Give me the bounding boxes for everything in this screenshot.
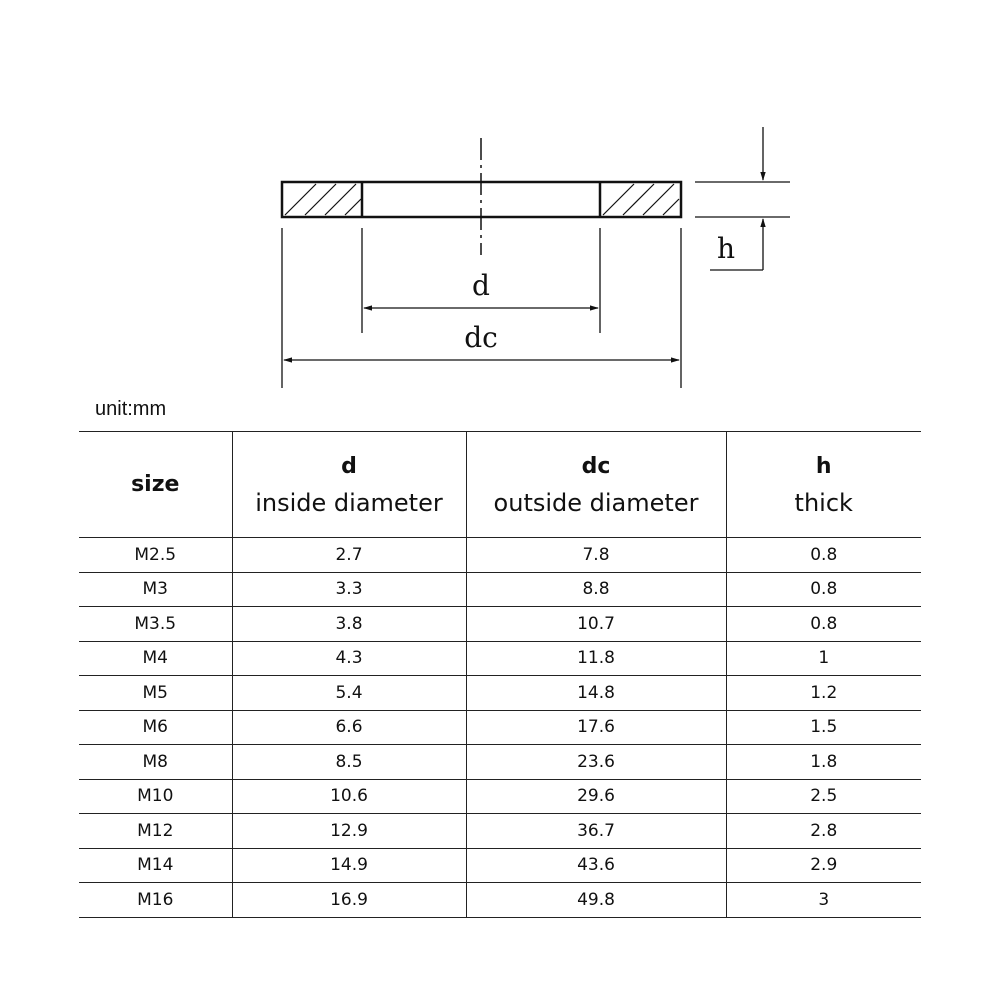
table-row [79,814,921,849]
cell-h: 0.8 [726,572,921,607]
cell-dc: 49.8 [466,883,726,918]
cell-h: 2.8 [726,814,921,849]
cell-d: 10.6 [232,779,466,814]
cell-size: M2.5 [79,538,232,573]
cell-dc: 8.8 [466,572,726,607]
dc-label: dc [464,321,498,354]
table-row [79,779,921,814]
cell-h: 1.8 [726,745,921,780]
cell-h: 1 [726,641,921,676]
washer-drawing [0,0,1000,400]
header-size: size [79,432,232,538]
cell-d: 12.9 [232,814,466,849]
cell-h: 0.8 [726,538,921,573]
cell-size: M5 [79,676,232,711]
cell-d: 14.9 [232,848,466,883]
unit-label: unit:mm [95,398,167,420]
table-row [79,745,921,780]
header-h [726,432,921,538]
header-dc [466,432,726,538]
cell-h: 1.2 [726,676,921,711]
cell-dc: 36.7 [466,814,726,849]
cell-size: M16 [79,883,232,918]
cell-d: 8.5 [232,745,466,780]
header-d-desc: inside diameter [255,488,443,517]
cell-size: M10 [79,779,232,814]
table-row [79,883,921,918]
table-row [79,607,921,642]
cell-h: 0.8 [726,607,921,642]
cell-size: M14 [79,848,232,883]
cell-d: 2.7 [232,538,466,573]
cell-d: 3.3 [232,572,466,607]
cell-dc: 14.8 [466,676,726,711]
table-row [79,572,921,607]
cell-dc: 7.8 [466,538,726,573]
cell-d: 16.9 [232,883,466,918]
header-d [232,432,466,538]
table-row [79,538,921,573]
cell-dc: 17.6 [466,710,726,745]
cell-d: 5.4 [232,676,466,711]
cell-d: 3.8 [232,607,466,642]
extension-lines [282,182,790,388]
cell-size: M6 [79,710,232,745]
cell-dc: 29.6 [466,779,726,814]
cell-d: 6.6 [232,710,466,745]
cell-size: M3 [79,572,232,607]
hatching [285,184,679,215]
cell-size: M12 [79,814,232,849]
table-header-row [79,432,921,538]
header-d-symbol: d [341,453,357,479]
cell-dc: 43.6 [466,848,726,883]
h-label: h [716,232,736,265]
table-row [79,848,921,883]
cell-size: M8 [79,745,232,780]
cell-dc: 10.7 [466,607,726,642]
header-h-symbol: h [815,453,832,479]
cell-size: M3.5 [79,607,232,642]
d-label: d [472,269,490,302]
cell-h: 2.9 [726,848,921,883]
cell-h: 2.5 [726,779,921,814]
cell-d: 4.3 [232,641,466,676]
header-dc-symbol: dc [581,453,611,479]
cell-h: 1.5 [726,710,921,745]
cell-h: 3 [726,883,921,918]
header-h-desc: thick [794,488,853,517]
dimension-lines [284,127,763,360]
cell-size: M4 [79,641,232,676]
spec-table [79,431,921,918]
table-row [79,676,921,711]
header-dc-desc: outside diameter [493,488,699,517]
table-row [79,641,921,676]
cell-dc: 11.8 [466,641,726,676]
table-row [79,710,921,745]
cell-dc: 23.6 [466,745,726,780]
